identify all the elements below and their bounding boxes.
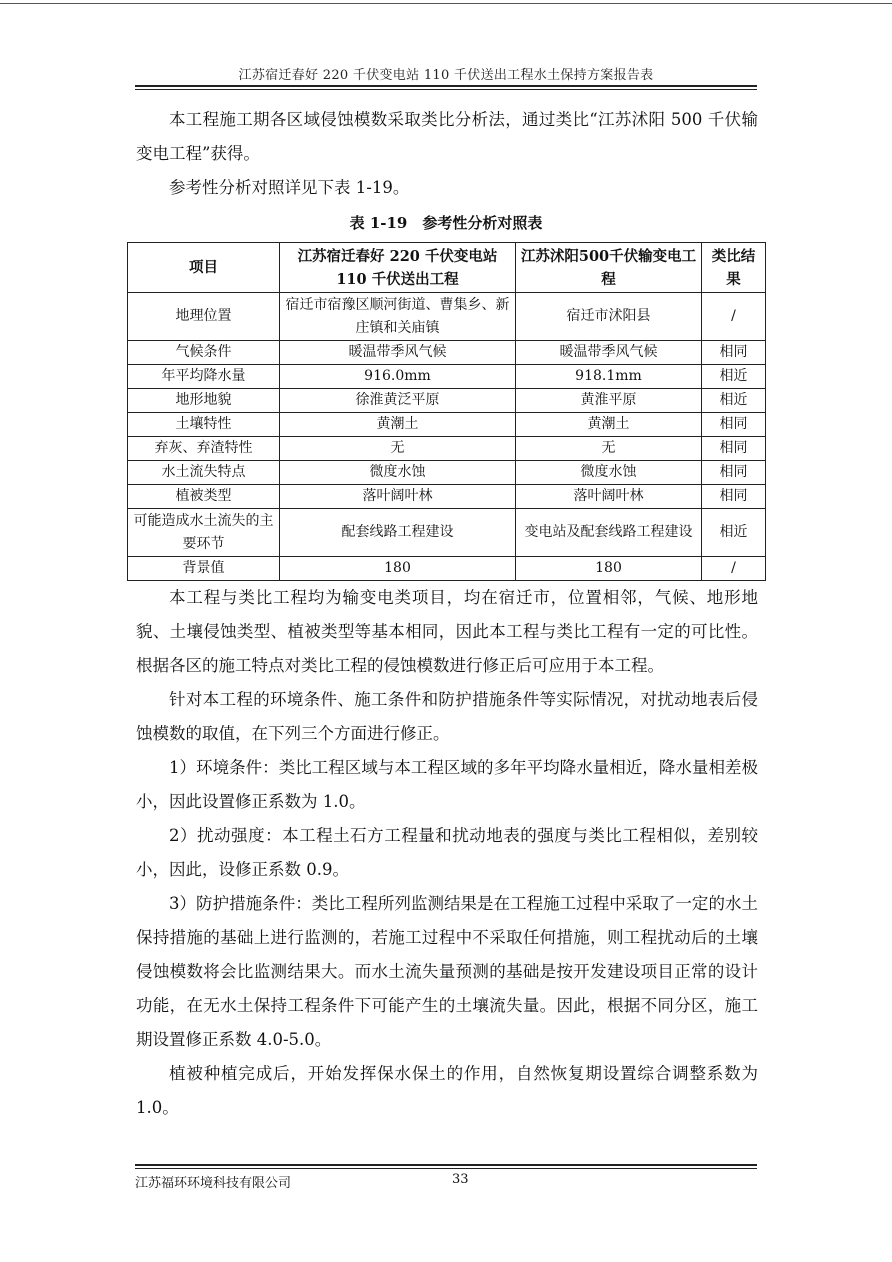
cell-this-project: 180 — [280, 557, 516, 581]
row-label: 弃灰、弃渣特性 — [128, 437, 280, 461]
footer-company-name: 江苏福环环境科技有限公司 — [135, 1176, 292, 1191]
cell-this-project: 无 — [280, 437, 516, 461]
cell-this-project: 落叶阔叶林 — [280, 485, 516, 509]
cell-analog-project: 黄潮土 — [516, 413, 702, 437]
table-row — [128, 365, 766, 389]
body-paragraph-6: 植被种植完成后，开始发挥保水保土的作用，自然恢复期设置综合调整系数为 1.0。 — [136, 1064, 758, 1117]
table-row — [128, 389, 766, 413]
table-caption: 表 1-19 参考性分析对照表 — [349, 214, 543, 232]
row-label: 植被类型 — [128, 485, 280, 509]
table-row — [128, 509, 766, 557]
cell-result: 相同 — [702, 485, 766, 509]
header-rule — [135, 85, 757, 87]
comparison-table — [127, 242, 766, 581]
cell-this-project: 暖温带季风气候 — [280, 341, 516, 365]
cell-result: 相近 — [702, 509, 766, 557]
header-cell-result: 类比结果 — [702, 243, 766, 293]
cell-analog-project: 落叶阔叶林 — [516, 485, 702, 509]
header-cell-analog-project: 江苏沭阳500千伏输变电工程 — [516, 243, 702, 293]
table-row — [128, 557, 766, 581]
cell-analog-project: 黄淮平原 — [516, 389, 702, 413]
intro-section — [136, 103, 758, 205]
cell-this-project: 宿迁市宿豫区顺河街道、曹集乡、新庄镇和关庙镇 — [280, 293, 516, 341]
cell-this-project: 微度水蚀 — [280, 461, 516, 485]
cell-result: 相同 — [702, 341, 766, 365]
top-border-line — [0, 3, 892, 4]
row-label: 年平均降水量 — [128, 365, 280, 389]
cell-analog-project: 微度水蚀 — [516, 461, 702, 485]
page-number: 33 — [452, 1172, 469, 1187]
page-header-title: 江苏宿迁春好 220 千伏变电站 110 千伏送出工程水土保持方案报告表 — [238, 68, 654, 83]
cell-analog-project: 变电站及配套线路工程建设 — [516, 509, 702, 557]
cell-result: / — [702, 293, 766, 341]
body-paragraph-3: 1）环境条件：类比工程区域与本工程区域的多年平均降水量相近，降水量相差极小，因此设置修正系数为 1.0。 — [136, 758, 758, 811]
cell-this-project: 916.0mm — [280, 365, 516, 389]
cell-result: / — [702, 557, 766, 581]
table-row — [128, 485, 766, 509]
body-paragraph-4: 2）扰动强度：本工程土石方工程量和扰动地表的强度与类比工程相似，差别较小，因此，设修正系数 0.9。 — [136, 826, 758, 879]
cell-analog-project: 宿迁市沭阳县 — [516, 293, 702, 341]
table-row — [128, 437, 766, 461]
intro-paragraph-1: 本工程施工期各区域侵蚀模数采取类比分析法，通过类比“江苏沭阳 500 千伏输变电工程”获得。 — [136, 110, 758, 163]
table-row — [128, 293, 766, 341]
cell-result: 相近 — [702, 389, 766, 413]
table-header-row — [128, 243, 766, 293]
table-row — [128, 341, 766, 365]
footer-rule-thin — [135, 1168, 757, 1169]
cell-analog-project: 918.1mm — [516, 365, 702, 389]
row-label: 水土流失特点 — [128, 461, 280, 485]
cell-this-project: 徐淮黄泛平原 — [280, 389, 516, 413]
cell-this-project: 黄潮土 — [280, 413, 516, 437]
body-paragraph-2: 针对本工程的环境条件、施工条件和防护措施条件等实际情况，对扰动地表后侵蚀模数的取值，在下列三个方面进行修正。 — [136, 690, 758, 743]
header-cell-item: 项目 — [128, 243, 280, 293]
row-label: 地理位置 — [128, 293, 280, 341]
cell-analog-project: 暖温带季风气候 — [516, 341, 702, 365]
row-label: 气候条件 — [128, 341, 280, 365]
analysis-section — [136, 581, 758, 1125]
table-row — [128, 413, 766, 437]
cell-analog-project: 无 — [516, 437, 702, 461]
cell-analog-project: 180 — [516, 557, 702, 581]
row-label: 可能造成水土流失的主要环节 — [128, 509, 280, 557]
body-paragraph-5: 3）防护措施条件：类比工程所列监测结果是在工程施工过程中采取了一定的水土保持措施的基础上进行监测的，若施工过程中不采取任何措施，则工程扰动后的土壤侵蚀模数将会比监测结果大。而水土流失量预测的基础是按开发建设项目正常的设计功能，在无水土保持工程条件下可能产生的土壤流失量。因此，根据不同分区，施工期设置修正系数 4.0-5.0。 — [136, 894, 758, 1049]
row-label: 背景值 — [128, 557, 280, 581]
table-row — [128, 461, 766, 485]
header-cell-this-project: 江苏宿迁春好 220 千伏变电站 110 千伏送出工程 — [280, 243, 516, 293]
row-label: 地形地貌 — [128, 389, 280, 413]
cell-result: 相近 — [702, 365, 766, 389]
cell-this-project: 配套线路工程建设 — [280, 509, 516, 557]
intro-paragraph-2: 参考性分析对照详见下表 1-19。 — [169, 178, 410, 197]
cell-result: 相同 — [702, 461, 766, 485]
footer-rule — [135, 1164, 757, 1166]
cell-result: 相同 — [702, 437, 766, 461]
body-paragraph-1: 本工程与类比工程均为输变电类项目，均在宿迁市，位置相邻，气候、地形地貌、土壤侵蚀类型、植被类型等基本相同，因此本工程与类比工程有一定的可比性。根据各区的施工特点对类比工程的侵蚀模数进行修正后可应用于本工程。 — [136, 588, 758, 675]
row-label: 土壤特性 — [128, 413, 280, 437]
header-rule-thin — [135, 89, 757, 90]
cell-result: 相同 — [702, 413, 766, 437]
